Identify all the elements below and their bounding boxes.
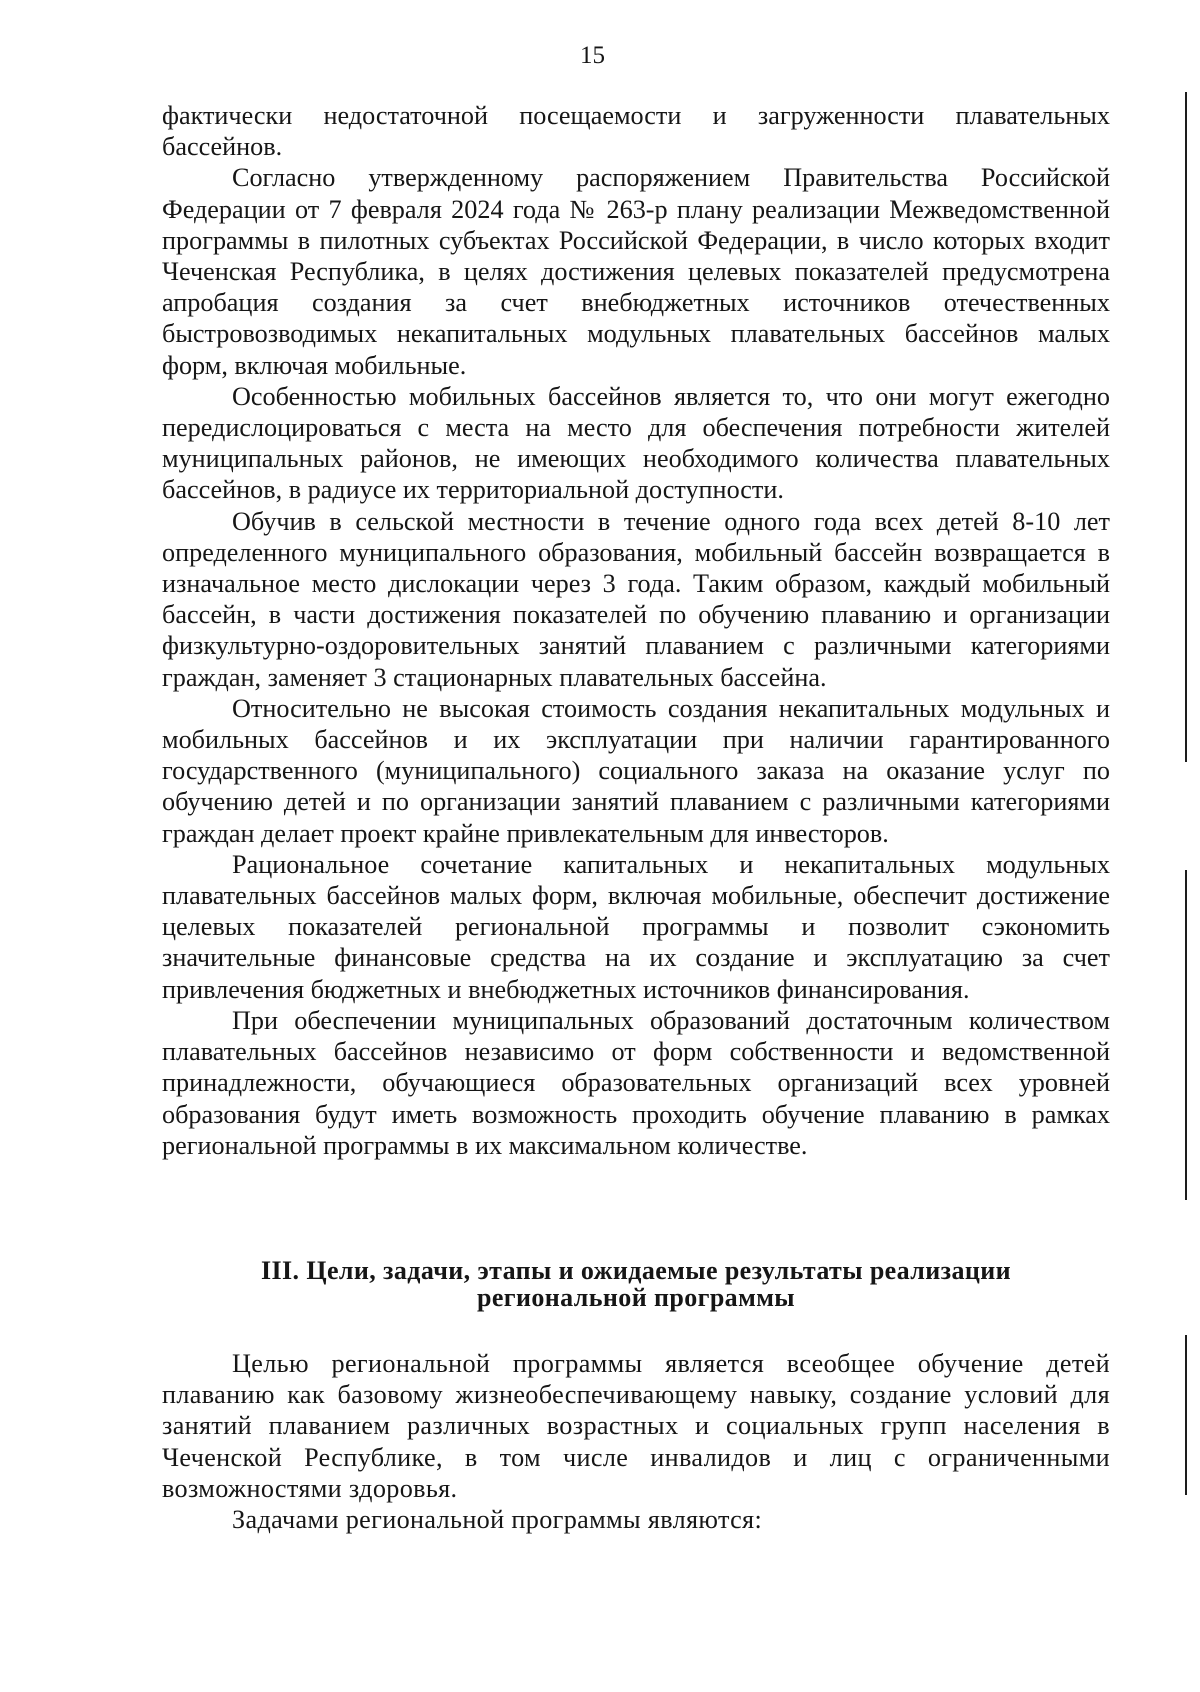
section-body — [162, 1348, 1110, 1535]
section-heading-line-2: региональной программы — [476, 1283, 796, 1312]
page-number: 15 — [580, 42, 605, 69]
section-heading — [162, 1257, 1110, 1311]
paragraph-combination: Рациональное сочетание капитальных и некапитальных модульных плавательных бассейнов малых форм, включая мобильные, обеспечит достижение целевых показателей региональной программы и позволит сэкономить значительные финансовые средства на их создание и эксплуатацию за счет привлечения бюджетных и внебюджетных источников финансирования. — [162, 849, 1110, 1004]
paragraph-program-goal: Целью региональной программы является всеобщее обучение детей плаванию как базовому жизнеобеспечивающему навыку, создание условий для занятий плаванием различных возрастных и социальных групп населения в Чеченской Республике, в том числе инвалидов и лиц с ограниченными возможностями здоровья. — [162, 1349, 1110, 1503]
paragraph-cost: Относительно не высокая стоимость создания некапитальных модульных и мобильных бассейнов и их эксплуатации при наличии гарантированного государственного (муниципального) социального заказа на оказание услуг по обучению детей и по организации занятий плаванием с различными категориями граждан делает проект крайне привлекательным для инвесторов. — [162, 693, 1110, 848]
paragraph-rural-training: Обучив в сельской местности в течение одного года всех детей 8-10 лет определенного муниципального образования, мобильный бассейн возвращается в изначальное место дислокации через 3 года. Таким образом, каждый мобильный бассейн, в части достижения показателей по обучению плаванию и организации физкультурно-оздоровительных занятий плаванием с различными категориями граждан, заменяет 3 стационарных плавательных бассейна. — [162, 506, 1110, 692]
paragraph-program-tasks: Задачами региональной программы являются: — [232, 1505, 763, 1535]
scan-edge-mark — [1185, 870, 1187, 1200]
paragraph-continued: фактически недостаточной посещаемости и загруженности плавательных бассейнов. — [162, 101, 1110, 162]
scan-edge-mark — [1185, 1335, 1187, 1495]
paragraph-provision: При обеспечении муниципальных образований достаточным количеством плавательных бассейнов независимо от форм собственности и ведомственной принадлежности, обучающиеся образовательных организаций всех уровней образования будут иметь возможность проходить обучение плаванию в рамках региональной программы в их максимальном количестве. — [162, 1005, 1110, 1160]
section-heading-line-1: III. Цели, задачи, этапы и ожидаемые результаты реализации — [260, 1256, 1012, 1285]
paragraph-government-order: Согласно утвержденному распоряжением Правительства Российской Федерации от 7 февраля 2024 года № 263-р плану реализации Межведомственной программы в пилотных субъектах Российской Федерации, в число которых входит Чеченская Республика, в целях достижения целевых показателей предусмотрена апробация создания за счет внебюджетных источников отечественных быстровозводимых некапитальных модульных плавательных бассейнов малых форм, включая мобильные. — [162, 163, 1110, 380]
document-body — [162, 100, 1110, 1161]
paragraph-mobile-pools: Особенностью мобильных бассейнов является то, что они могут ежегодно передислоцироваться с места на место для обеспечения потребности жителей муниципальных районов, не имеющих необходимого количества плавательных бассейнов, в радиусе их территориальной доступности. — [162, 381, 1110, 505]
scan-edge-mark — [1185, 92, 1187, 762]
